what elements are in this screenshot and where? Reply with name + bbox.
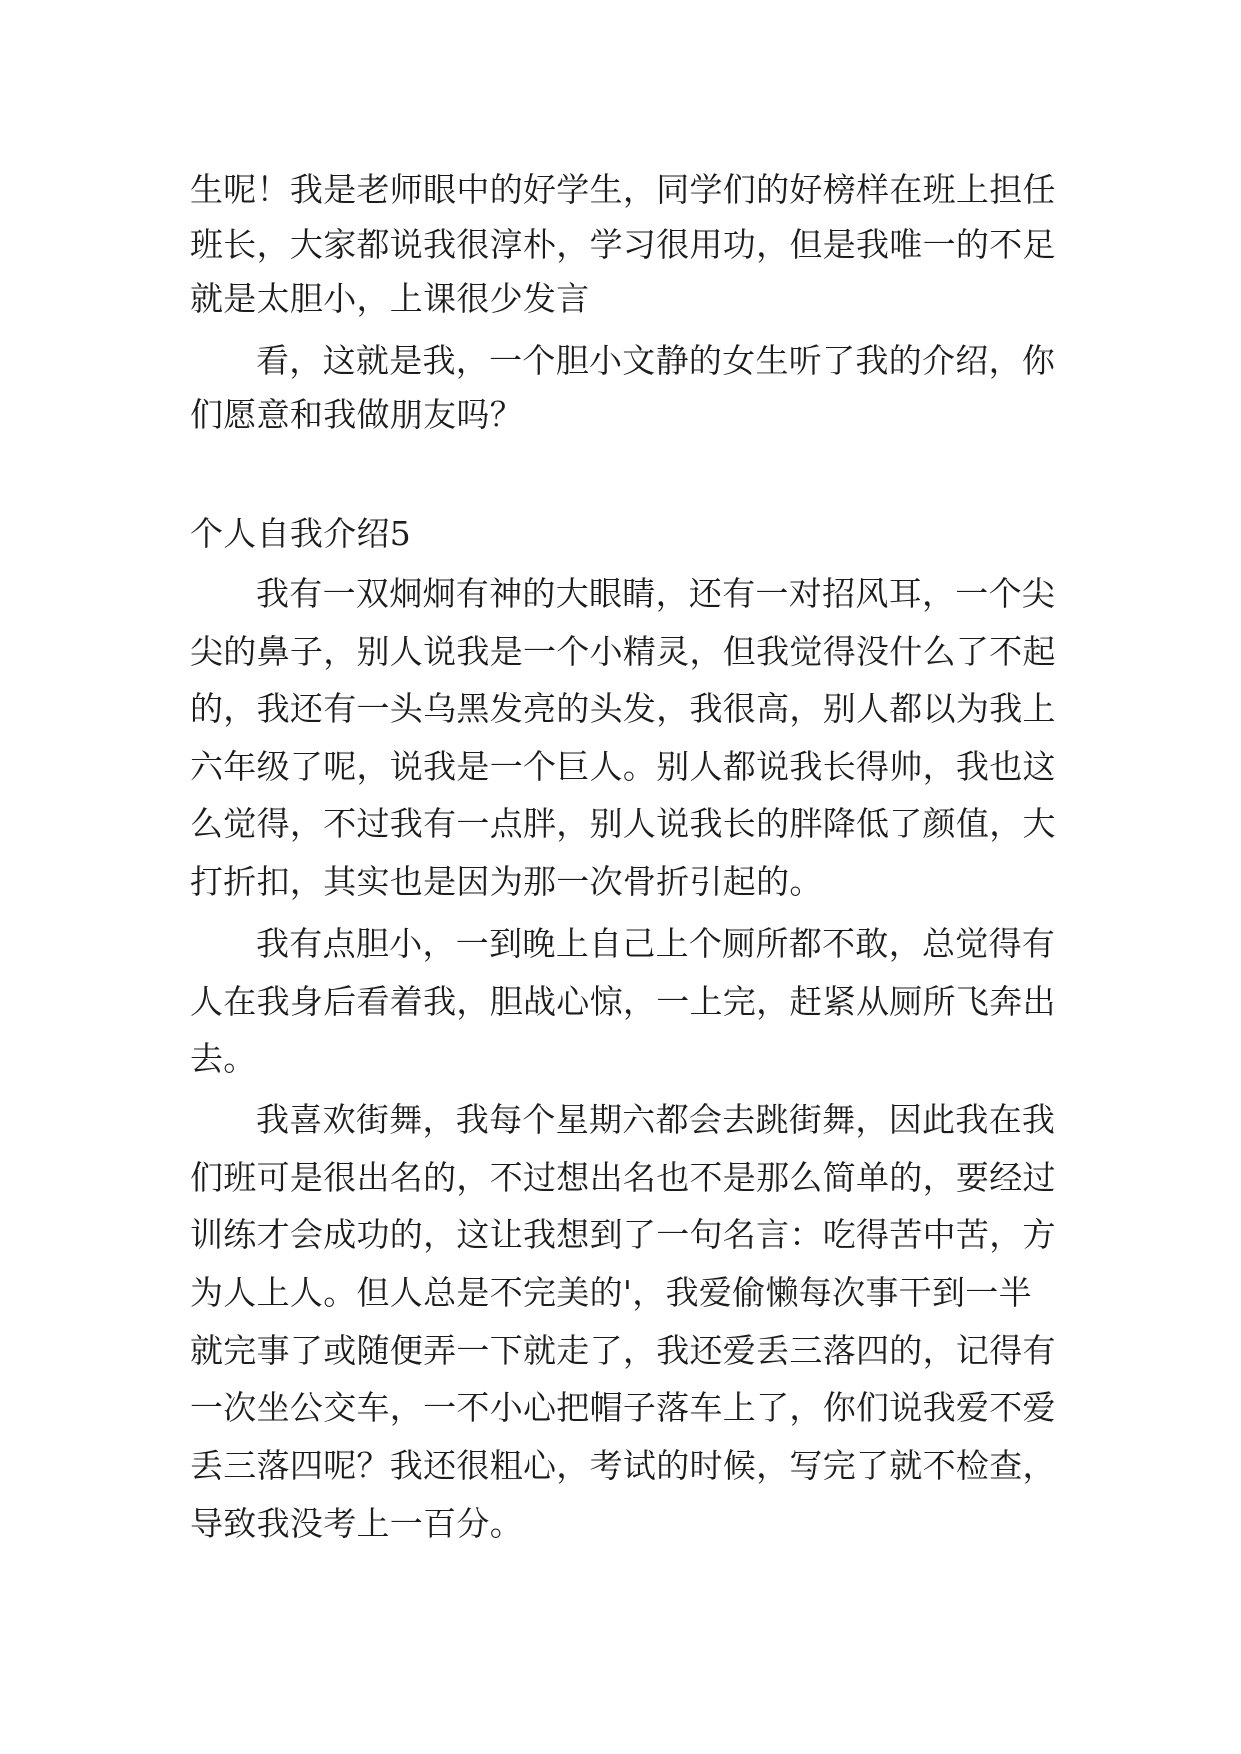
paragraph — [190, 915, 1090, 1088]
text-line: 们愿意和我做朋友吗？ — [190, 395, 523, 434]
text-line: 一次坐公交车，一不小心把帽子落车上了，你们说我爱不爱 — [190, 1388, 1056, 1428]
text-line: 就是太胆小，上课很少发言 — [190, 279, 590, 318]
text-line: 打折扣，其实也是因为那一次骨折引起的。 — [190, 861, 823, 901]
text-line: 么觉得，不过我有一点胖，别人说我长的胖降低了颜值，大 — [190, 804, 1056, 843]
text-line: 我有点胆小，一到晚上自己上个厕所都不敢，总觉得有 — [256, 924, 1056, 963]
section-heading: 个人自我介绍5 — [190, 514, 412, 553]
text-line: 导致我没考上一百分。 — [190, 1503, 523, 1543]
paragraph — [190, 565, 1090, 910]
paragraph — [190, 163, 1090, 327]
text-line: 就完事了或随便弄一下就走了，我还爱丢三落四的，记得有 — [190, 1330, 1056, 1370]
text-line: 我有一双炯炯有神的大眼睛，还有一对招风耳，一个尖 — [256, 574, 1056, 613]
paragraph — [190, 1091, 1090, 1553]
text-line: 去。 — [190, 1039, 257, 1078]
text-line: 人在我身后看着我，胆战心惊，一上完，赶紧从厕所飞奔出 — [190, 981, 1056, 1021]
text-line: 的，我还有一头乌黑发亮的头发，我很高，别人都以为我上 — [190, 689, 1056, 728]
text-line: 生呢！我是老师眼中的好学生，同学们的好榜样在班上担任 — [190, 170, 1056, 209]
text-line: 为人上人。但人总是不完美的'，我爱偷懒每次事干到一半 — [190, 1273, 1032, 1313]
text-line: 们班可是很出名的，不过想出名也不是那么简单的，要经过 — [190, 1157, 1056, 1197]
text-line: 尖的鼻子，别人说我是一个小精灵，但我觉得没什么了不起 — [190, 631, 1056, 671]
text-line: 训练才会成功的，这让我想到了一句名言：吃得苦中苦，方 — [190, 1215, 1056, 1255]
text-line: 六年级了呢，说我是一个巨人。别人都说我长得帅，我也这 — [190, 746, 1056, 786]
paragraph — [190, 334, 1090, 442]
text-line: 班长，大家都说我很淳朴，学习很用功，但是我唯一的不足 — [190, 224, 1056, 264]
text-line: 我喜欢街舞，我每个星期六都会去跳街舞，因此我在我 — [256, 1100, 1056, 1139]
text-line: 丢三落四呢？我还很粗心，考试的时候，写完了就不检查， — [190, 1446, 1056, 1486]
text-line: 看，这就是我，一个胆小文静的女生听了我的介绍，你 — [256, 341, 1056, 380]
